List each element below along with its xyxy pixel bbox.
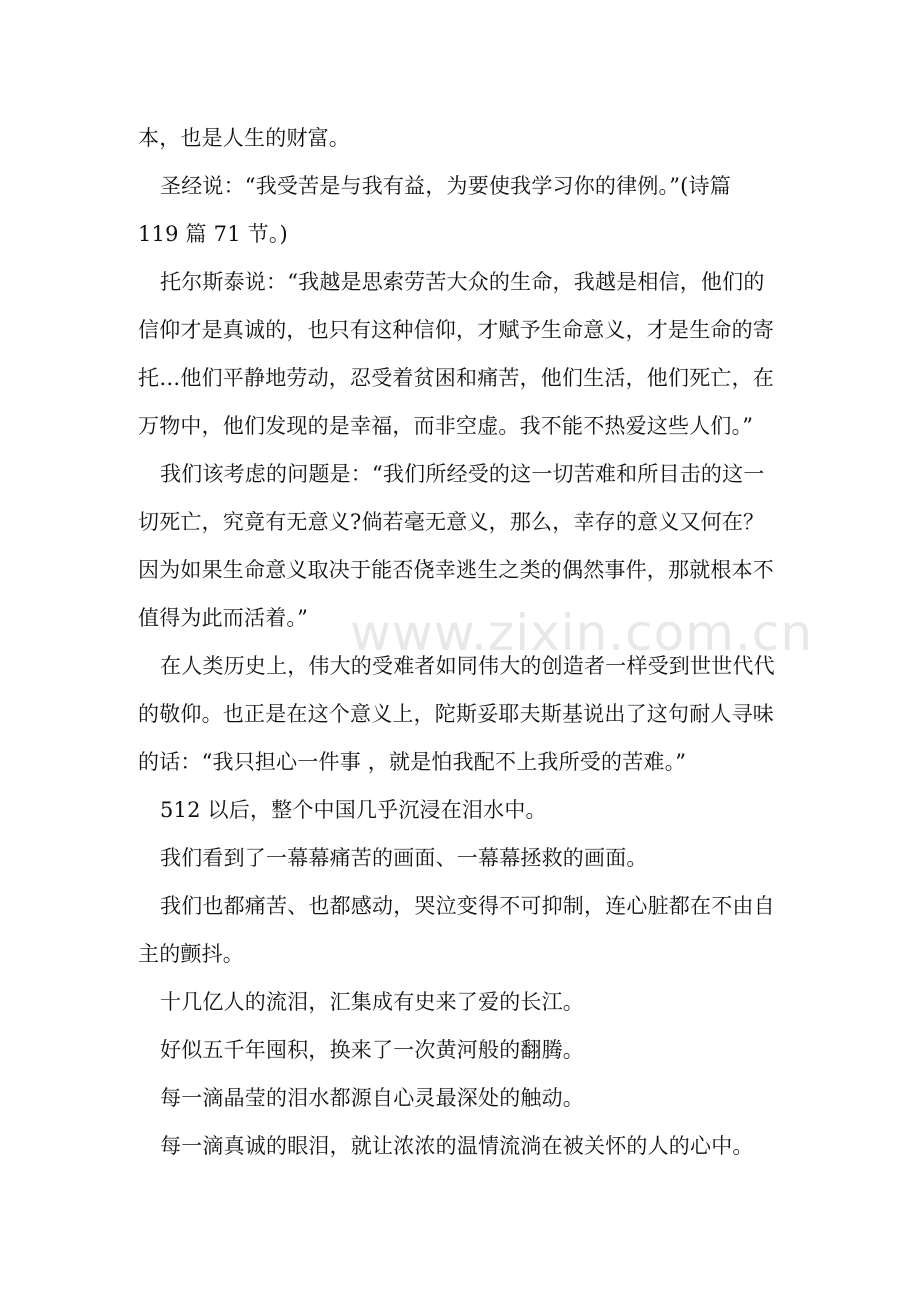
text-line: 值得为此而活着。”: [138, 606, 309, 630]
text-line: 在人类历史上，伟大的受难者如同伟大的创造者一样受到世世代代: [160, 654, 775, 678]
text-line: 的话：“我只担心一件事 ，就是怕我配不上我所受的苦难。”: [138, 750, 687, 774]
text-line: 512 以后，整个中国几乎沉浸在泪水中。: [160, 798, 547, 822]
text-line: 主的颤抖。: [138, 942, 244, 966]
text-line: 信仰才是真诚的，也只有这种信仰，才赋予生命意义，才是生命的寄: [138, 318, 774, 342]
text-line: 圣经说：“我受苦是与我有益，为要使我学习你的律例。”(诗篇: [160, 174, 731, 198]
text-line: 每一滴晶莹的泪水都源自心灵最深处的触动。: [160, 1086, 584, 1110]
text-line: 的敬仰。也正是在这个意义上，陀斯妥耶夫斯基说出了这句耐人寻味: [138, 702, 774, 726]
text-line: 我们看到了一幕幕痛苦的画面、一幕幕拯救的画面。: [160, 846, 648, 870]
text-line: 十几亿人的流泪，汇集成有史来了爱的长江。: [160, 990, 584, 1014]
text-line: 119 篇 71 节。): [138, 222, 288, 246]
text-line: 万物中，他们发现的是幸福，而非空虚。我不能不热爱这些人们。”: [138, 414, 754, 438]
text-line: 好似五千年囤积，换来了一次黄河般的翻腾。: [160, 1038, 584, 1062]
watermark: www.zixin.com.cn: [350, 604, 814, 662]
text-line: 本，也是人生的财富。: [138, 126, 350, 150]
text-line: 我们该考虑的问题是：“我们所经受的这一切苦难和所目击的这一: [160, 462, 765, 486]
text-line: 因为如果生命意义取决于能否侥幸逃生之类的偶然事件，那就根本不: [138, 558, 774, 582]
text-line: 切死亡，究竟有无意义?倘若毫无意义，那么，幸存的意义又何在？: [138, 510, 765, 534]
text-line: 每一滴真诚的眼泪，就让浓浓的温情流淌在被关怀的人的心中。: [160, 1134, 754, 1158]
text-line: 我们也都痛苦、也都感动，哭泣变得不可抑制，连心脏都在不由自: [160, 894, 775, 918]
text-line: 托尔斯泰说：“我越是思索劳苦大众的生命，我越是相信，他们的: [160, 270, 765, 294]
text-line: 托…他们平静地劳动，忍受着贫困和痛苦，他们生活，他们死亡，在: [138, 366, 774, 390]
